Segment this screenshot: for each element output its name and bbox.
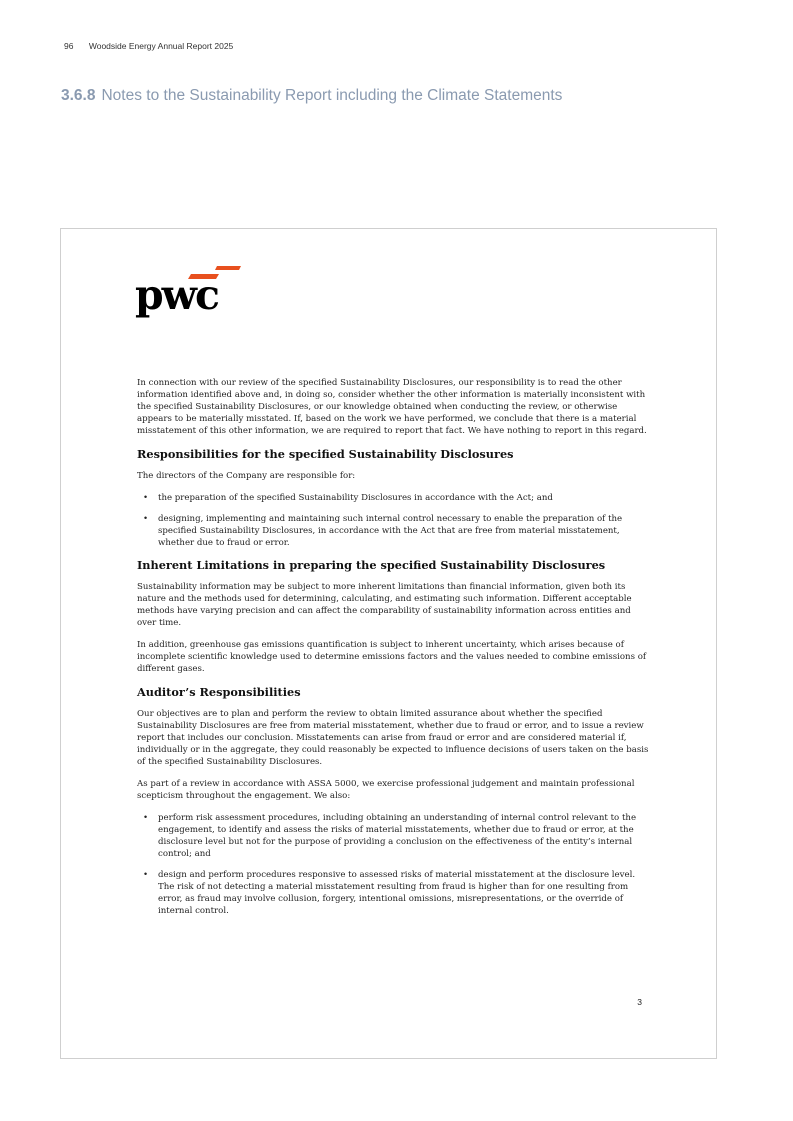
limitations-paragraph: Sustainability information may be subject to more inherent limitations than financial information, given both its nature and the methods used for determining, calculating, and estimating such information. Different acceptable methods have varying precision and can affect the comparability of sustainability information across entities and over time. [137,582,632,628]
logo-bar-top [215,266,241,270]
report-title: Woodside Energy Annual Report 2025 [88,41,234,51]
pwc-logo [135,265,245,325]
bullet-icon: • [143,870,149,880]
section-title [61,87,562,105]
auditor-paragraph: As part of a review in accordance with ASSA 5000, we exercise professional judgement and maintain professional scepticism throughout the engagement. We also: [137,779,635,801]
list-item-text: design and perform procedures responsive to assessed risks of material misstatement at the disclosure level. The risk of not detecting a material misstatement resulting from fraud is higher than for one resulting from error, as fraud may involve collusion, forgery, intentional omissions, misrepresentations, or the override of internal control. [158,870,636,916]
section-number: 3.6.8 [61,87,96,104]
page-header [64,41,233,51]
limitations-paragraph: In addition, greenhouse gas emissions quantification is subject to inherent uncertainty, which arises because of incomplete scientific knowledge used to determine emissions factors and the values needed to combine emissions of different gases. [137,640,647,674]
limitations-heading: Inherent Limitations in preparing the specified Sustainability Disclosures [137,558,606,572]
inner-page-number: 3 [637,997,642,1007]
list-item [137,812,649,860]
responsibilities-heading: Responsibilities for the specified Sustainability Disclosures [137,447,514,461]
pwc-logo-text: pwc [135,271,218,319]
list-item-text: designing, implementing and maintaining such internal control necessary to enable the preparation of the specified Sustainability Disclosures, in accordance with the Act that are free from material misstatement, whether due to fraud or error. [158,514,623,548]
bullet-icon: • [143,514,149,524]
list-item [137,492,649,504]
list-item [137,869,649,917]
embedded-report-page [60,228,717,1059]
list-item-text: perform risk assessment procedures, including obtaining an understanding of internal control relevant to the engagement, to identify and assess the risks of material misstatements, whether due to fraud or error, at the disclosure level but not for the purpose of providing a conclusion on the effectiveness of the entity’s internal control; and [158,813,637,859]
auditor-list [137,812,649,917]
page-number: 96 [64,41,74,51]
responsibilities-lead: The directors of the Company are responsible for: [137,471,356,481]
responsibilities-list [137,492,649,549]
report-body [137,377,649,926]
bullet-icon: • [143,493,149,503]
auditor-heading: Auditor’s Responsibilities [137,685,301,699]
bullet-icon: • [143,813,149,823]
section-title-text: Notes to the Sustainability Report including the Climate Statements [101,87,563,104]
intro-paragraph: In connection with our review of the specified Sustainability Disclosures, our responsibility is to read the other information identified above and, in doing so, consider whether the other information is materially inconsistent with the specified Sustainability Disclosures, or our knowledge obtained when conducting the review, or otherwise appears to be materially misstated. If, based on the work we have performed, we conclude that there is a material misstatement of this other information, we are required to report that fact. We have nothing to report in this regard. [137,378,647,436]
list-item [137,513,649,549]
auditor-paragraph: Our objectives are to plan and perform the review to obtain limited assurance about whether the specified Sustainability Disclosures are free from material misstatement, whether due to fraud or error, and to issue a review report that includes our conclusion. Misstatements can arise from fraud or error and are considered material if, individually or in the aggregate, they could reasonably be expected to influence decisions of users taken on the basis of the specified Sustainability Disclosures. [137,709,649,767]
list-item-text: the preparation of the specified Sustainability Disclosures in accordance with the Act; and [158,493,553,503]
